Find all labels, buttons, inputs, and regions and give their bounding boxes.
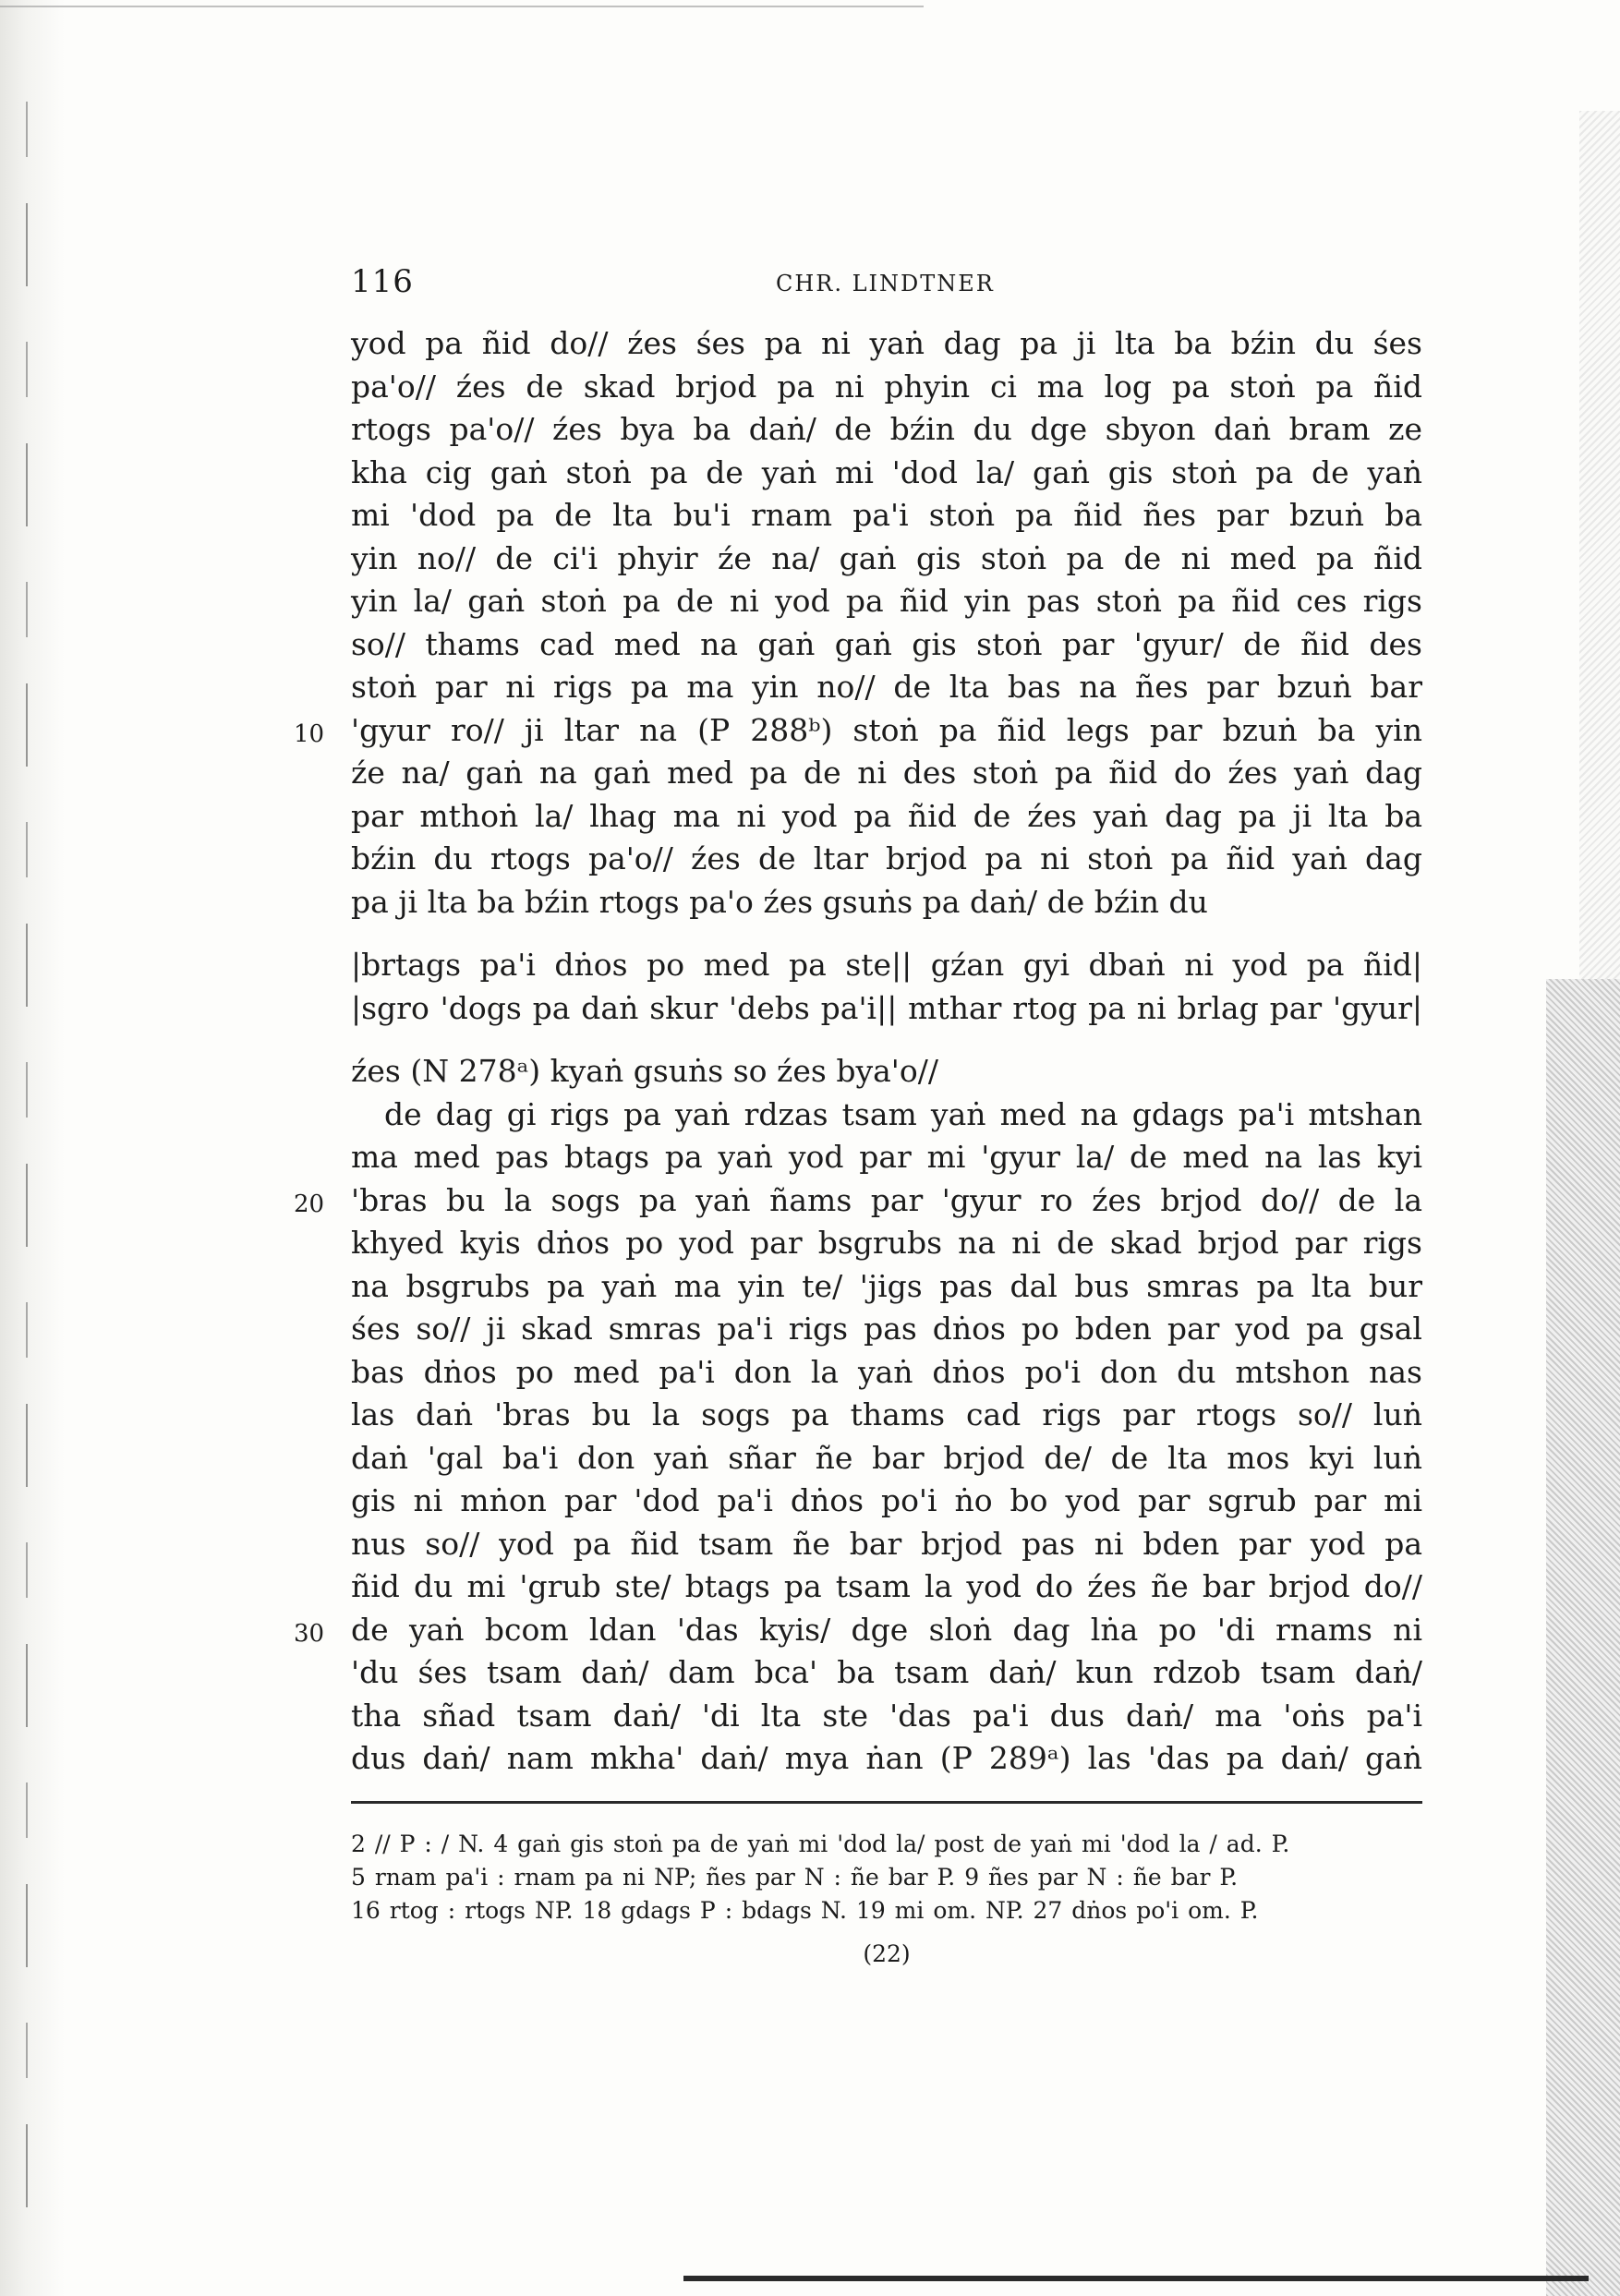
line-text: 'du śes tsam daṅ/ dam bca' ba tsam daṅ/ kun rdzob tsam daṅ/ xyxy=(351,1654,1422,1690)
line-text: źe na/ gaṅ na gaṅ med pa de ni des stoṅ pa ñid do źes yaṅ dag xyxy=(351,755,1422,791)
line-text: las daṅ 'bras bu la sogs pa thams cad rigs par rtogs so// luṅ xyxy=(351,1396,1422,1432)
line-text: de dag gi rigs pa yaṅ rdzas tsam yaṅ med na gdags pa'i mtshan xyxy=(384,1095,1422,1132)
line-text: pa'o// źes de skad brjod pa ni phyin ci ma log pa stoṅ pa ñid xyxy=(351,368,1422,405)
text-line xyxy=(351,494,1422,538)
line-number: 10 xyxy=(294,719,325,748)
line-text: par mthoṅ la/ lhag ma ni yod pa ñid de źes yaṅ dag pa ji lta ba xyxy=(351,797,1422,834)
footnote-line: 16 rtog : rtogs NP. 18 gdags P : bdags N. 19 mi om. NP. 27 dṅos po'i om. P. xyxy=(351,1896,1259,1924)
scan-right-edge xyxy=(1546,979,1620,2296)
text-line xyxy=(351,580,1422,623)
line-text: źes (N 278ᵃ) kyaṅ gsuṅs so źes bya'o// xyxy=(351,1053,938,1089)
line-text: ñid du mi 'grub ste/ btags pa tsam la yod do źes ñe bar brjod do// xyxy=(351,1568,1422,1604)
text-line xyxy=(351,1651,1422,1695)
line-text: gis ni mṅon par 'dod pa'i dṅos po'i ṅo bo yod par sgrub par mi xyxy=(351,1482,1422,1518)
text-line xyxy=(351,838,1422,881)
line-number: 20 xyxy=(294,1190,325,1218)
line-text: stoṅ par ni rigs pa ma yin no// de lta bas na ñes par bzuṅ bar xyxy=(351,669,1422,705)
text-line xyxy=(351,1394,1422,1437)
text-line xyxy=(351,1351,1422,1395)
text-line xyxy=(294,1609,1422,1652)
text-line xyxy=(351,881,1422,924)
line-text: bźin du rtogs pa'o// źes de ltar brjod pa ni stoṅ pa ñid yaṅ dag xyxy=(351,840,1422,876)
text-line xyxy=(351,623,1422,667)
text-line xyxy=(351,666,1422,709)
text-line xyxy=(351,366,1422,409)
text-line xyxy=(351,1565,1422,1609)
scan-right-edge-top xyxy=(1579,111,1620,979)
scan-top-rule xyxy=(0,6,924,7)
text-line xyxy=(351,408,1422,452)
text-line xyxy=(351,944,1422,987)
line-text: yin no// de ci'i phyir źe na/ gaṅ gis stoṅ pa de ni med pa ñid xyxy=(351,539,1422,576)
line-text: de yaṅ bcom ldan 'das kyis/ dge sloṅ dag lṅa po 'di rnams ni xyxy=(351,1611,1422,1648)
line-text: rtogs pa'o// źes bya ba daṅ/ de bźin du dge sbyon daṅ bram ze xyxy=(351,411,1422,447)
text-line xyxy=(294,1179,1422,1223)
text-line xyxy=(351,1695,1422,1738)
line-text: yin la/ gaṅ stoṅ pa de ni yod pa ñid yin pas stoṅ pa ñid ces rigs xyxy=(351,583,1422,619)
scan-left-edge xyxy=(0,0,65,2296)
line-text: daṅ 'gal ba'i don yaṅ sñar ñe bar brjod de/ de lta mos kyi luṅ xyxy=(351,1439,1422,1476)
footnote-rule xyxy=(351,1801,1422,1804)
text-line xyxy=(351,795,1422,839)
paragraph-1 xyxy=(294,322,1422,924)
text-line xyxy=(351,1308,1422,1351)
footnote-line: 2 // P : / N. 4 gaṅ gis stoṅ pa de yaṅ mi 'dod la/ post de yaṅ mi 'dod la / ad. P. xyxy=(351,1830,1290,1857)
footnote-line: 5 rnam pa'i : rnam pa ni NP; ñes par N : ñe bar P. 9 ñes par N : ñe bar P. xyxy=(351,1863,1239,1891)
line-text: 'gyur ro// ji ltar na (P 288ᵇ) stoṅ pa ñid legs par bzuṅ ba yin xyxy=(351,711,1422,748)
text-line xyxy=(351,1222,1422,1265)
text-line xyxy=(351,1050,1422,1094)
line-text: yod pa ñid do// źes śes pa ni yaṅ dag pa ji lta ba bźin du śes xyxy=(351,325,1422,361)
line-text: 'bras bu la sogs pa yaṅ ñams par 'gyur ro źes brjod do// de la xyxy=(351,1181,1422,1218)
paragraph-2 xyxy=(294,1050,1422,1781)
text-line xyxy=(351,1094,1422,1137)
line-text: śes so// ji skad smras pa'i rigs pas dṅos po bden par yod pa gsal xyxy=(351,1311,1422,1347)
line-text: khyed kyis dṅos po yod par bsgrubs na ni de skad brjod par rigs xyxy=(351,1225,1422,1261)
book-page xyxy=(294,263,1422,1967)
line-text: |sgro 'dogs pa daṅ skur 'debs pa'i|| mthar rtog pa ni brlag par 'gyur| xyxy=(351,989,1422,1026)
sheet-number: (22) xyxy=(863,1940,911,1967)
scan-bottom-bar xyxy=(683,2276,1589,2281)
text-line xyxy=(351,1737,1422,1781)
running-head xyxy=(351,263,1422,308)
line-text: kha cig gaṅ stoṅ pa de yaṅ mi 'dod la/ gaṅ gis stoṅ pa de yaṅ xyxy=(351,453,1422,490)
line-text: nus so// yod pa ñid tsam ñe bar brjod pas ni bden par yod pa xyxy=(351,1525,1422,1562)
text-line xyxy=(351,1480,1422,1523)
footnotes xyxy=(351,1828,1422,1927)
line-text: so// thams cad med na gaṅ gaṅ gis stoṅ par 'gyur/ de ñid des xyxy=(351,625,1422,662)
line-text: dus daṅ/ nam mkha' daṅ/ mya ṅan (P 289ᵃ) las 'das pa daṅ/ gaṅ xyxy=(351,1740,1422,1776)
text-line xyxy=(351,752,1422,795)
text-line xyxy=(294,709,1422,753)
line-text: ma med pas btags pa yaṅ yod par mi 'gyur la/ de med na las kyi xyxy=(351,1139,1422,1175)
verse-block xyxy=(351,944,1422,1030)
text-line xyxy=(351,1265,1422,1309)
text-line xyxy=(351,452,1422,495)
text-line xyxy=(351,322,1422,366)
line-text: bas dṅos po med pa'i don la yaṅ dṅos po'i don du mtshon nas xyxy=(351,1353,1422,1390)
line-text: na bsgrubs pa yaṅ ma yin te/ 'jigs pas dal bus smras pa lta bur xyxy=(351,1267,1422,1304)
text-line xyxy=(351,1136,1422,1179)
line-text: pa ji lta ba bźin rtogs pa'o źes gsuṅs pa daṅ/ de bźin du xyxy=(351,883,1208,920)
line-text: tha sñad tsam daṅ/ 'di lta ste 'das pa'i dus daṅ/ ma 'oṅs pa'i xyxy=(351,1697,1422,1734)
line-text: |brtags pa'i dṅos po med pa ste|| gźan gyi dbaṅ ni yod pa ñid| xyxy=(351,947,1422,983)
text-line xyxy=(351,987,1422,1031)
running-title: CHR. LINDTNER xyxy=(776,271,995,296)
text-line xyxy=(351,538,1422,581)
page-number: 116 xyxy=(351,263,414,300)
text-line xyxy=(351,1437,1422,1480)
text-line xyxy=(351,1523,1422,1566)
line-text: mi 'dod pa de lta bu'i rnam pa'i stoṅ pa ñid ñes par bzuṅ ba xyxy=(351,497,1422,533)
line-number: 30 xyxy=(294,1619,325,1648)
